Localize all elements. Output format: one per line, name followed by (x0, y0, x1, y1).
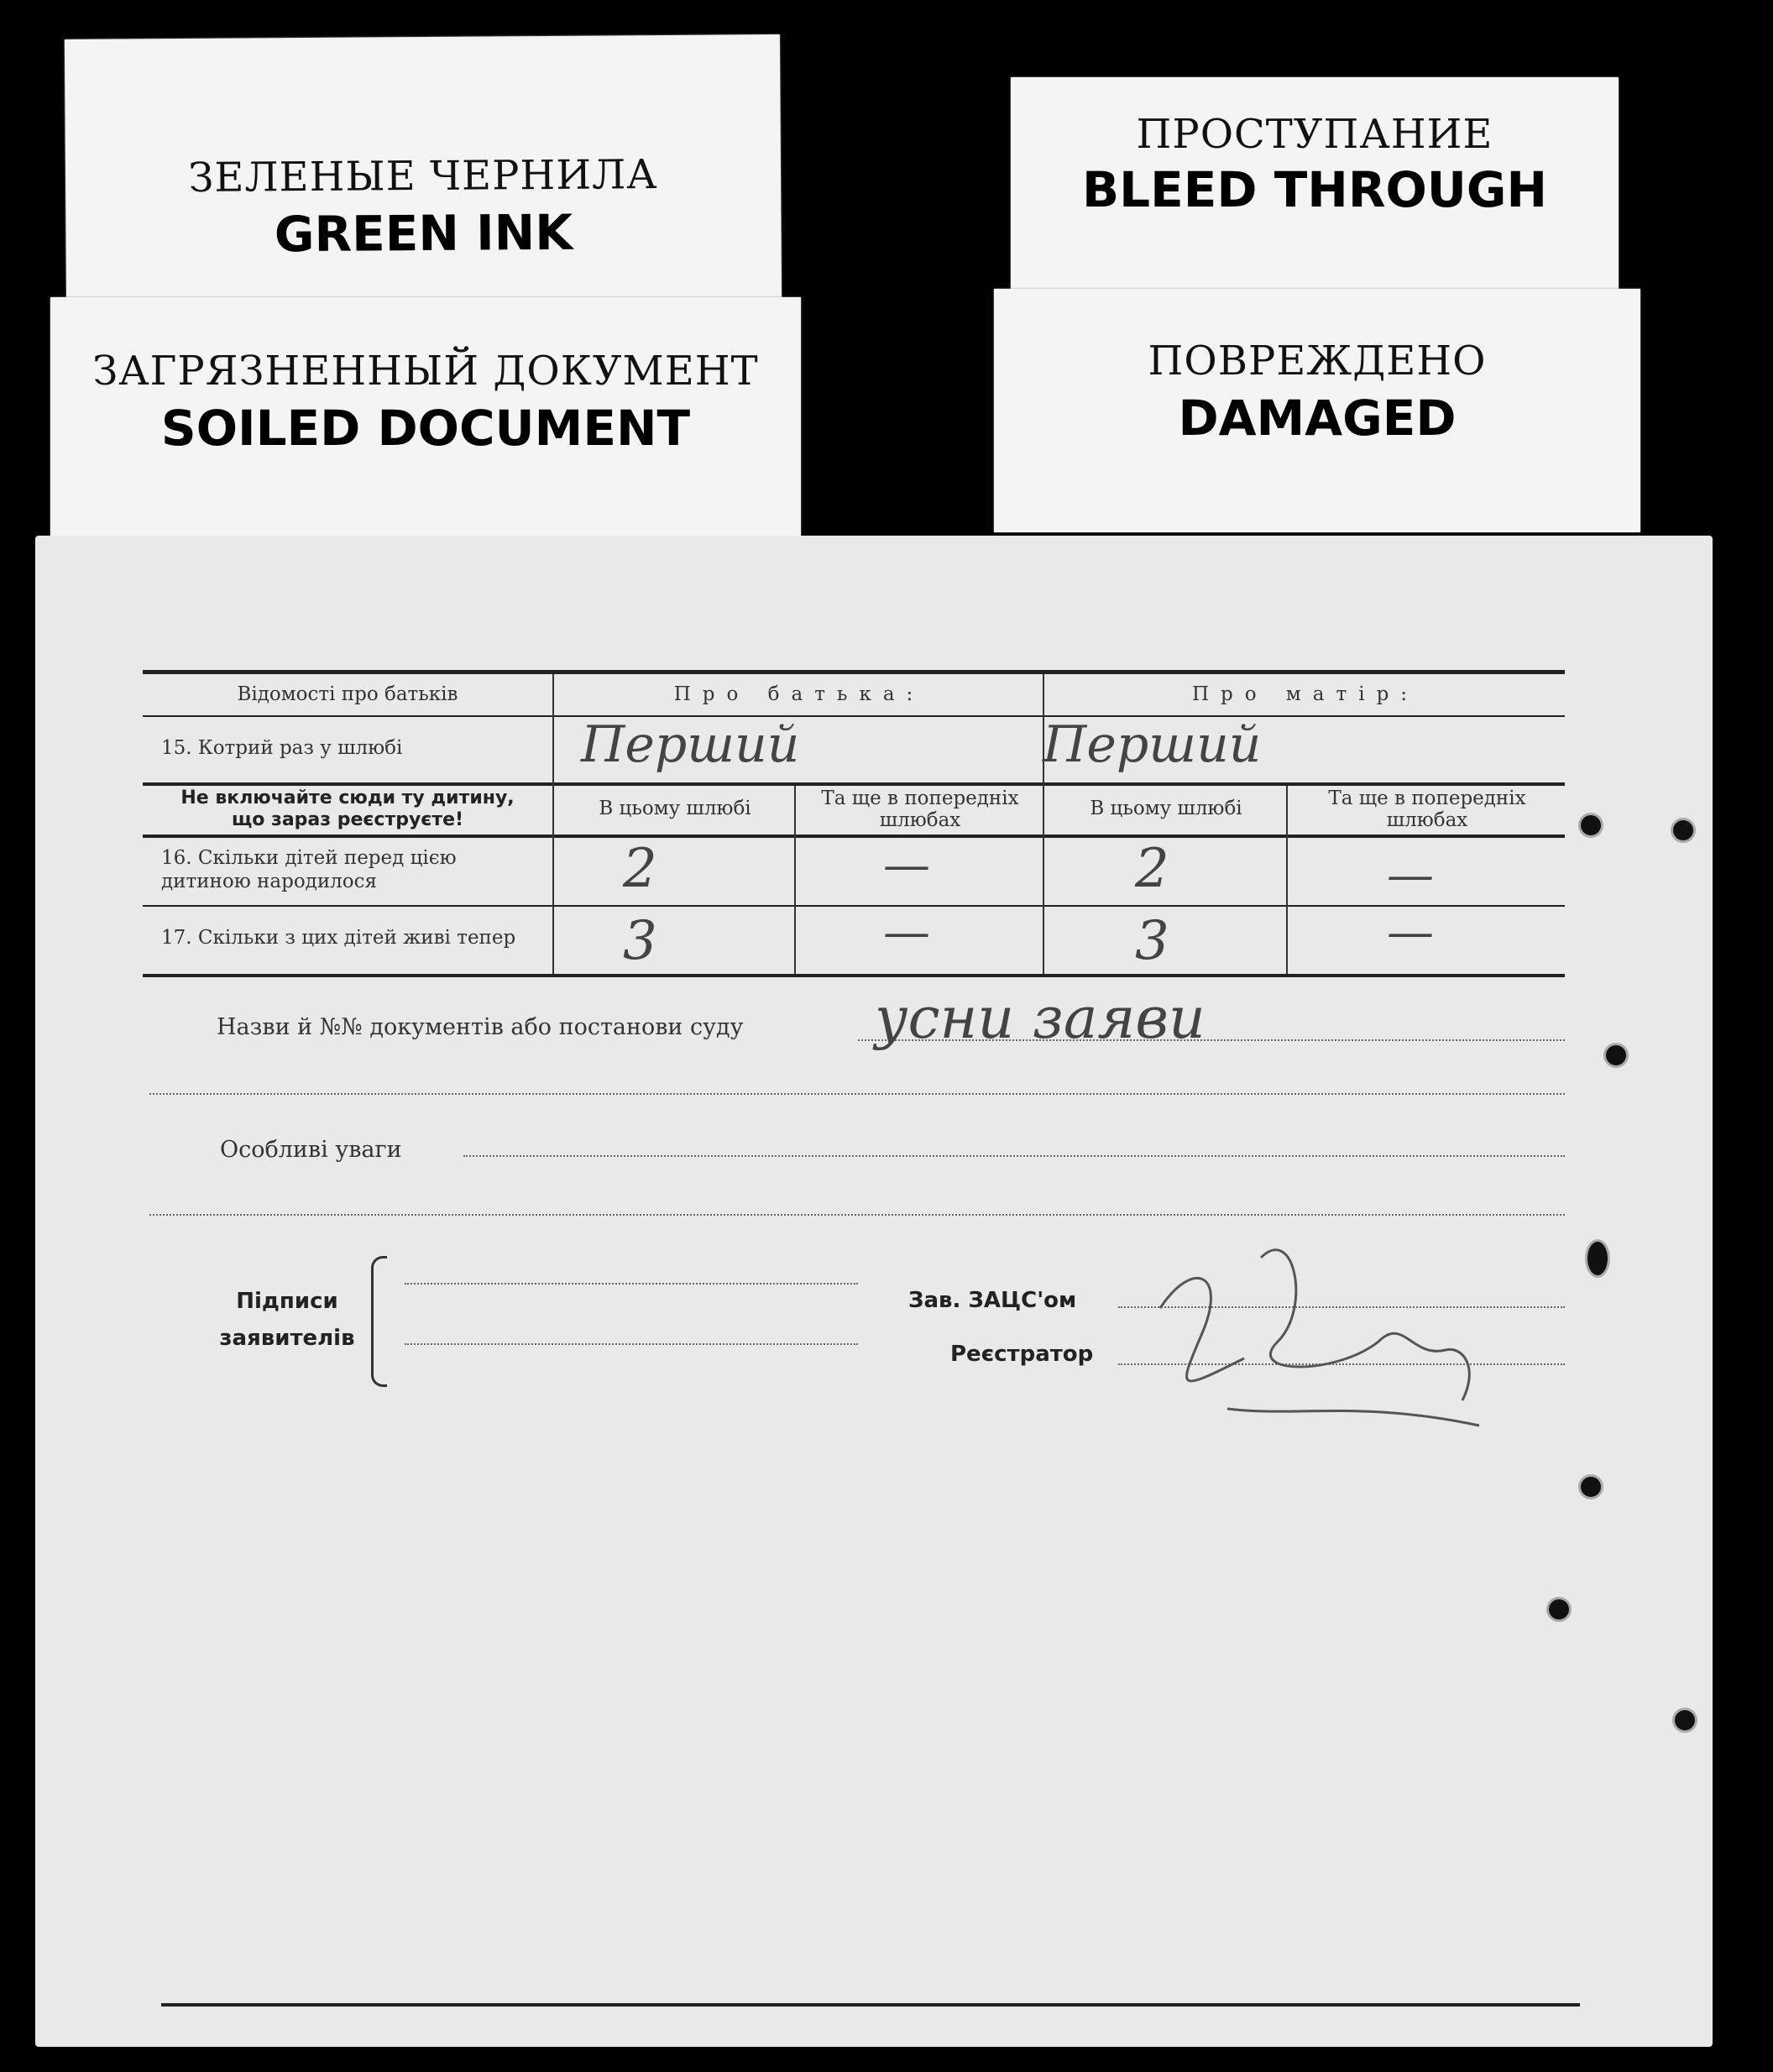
row16-label (161, 846, 531, 893)
table-rule (143, 715, 1565, 717)
exclude-child-note-line1: Не включайте сюди ту дитину, (180, 787, 515, 808)
green-ink-label-ru: ЗЕЛЕНЫЕ ЧЕРНИЛА (188, 151, 658, 201)
parents-info-header: Відомості про батьків (237, 683, 458, 705)
exclude-child-note (143, 787, 552, 831)
applicant-signature-line-1 (405, 1283, 858, 1285)
mother-this-marriage-header: В цьому шлюбі (1090, 798, 1242, 819)
table-bottom-rule (143, 974, 1565, 977)
damaged-label (994, 289, 1640, 532)
row15-mother-value: Перший (1043, 715, 1262, 774)
row17-mother-this: 3 (1135, 910, 1169, 972)
table-rule (143, 905, 1565, 907)
signatures-brace (371, 1256, 387, 1387)
green-ink-label (65, 34, 782, 310)
soiled-document-label (50, 297, 801, 549)
row17-father-prev: — (883, 905, 930, 960)
row15-father-value: Перший (581, 715, 800, 774)
bleed-through-label (1011, 77, 1619, 311)
signatures-label-line2: заявителів (219, 1326, 355, 1351)
binding-hole (1585, 1239, 1610, 1278)
registrar-label: Реєстратор (950, 1342, 1094, 1367)
row17-mother-prev: — (1387, 905, 1434, 960)
mother-prev-marriages-header (1289, 787, 1565, 831)
damaged-label-ru: ПОВРЕЖДЕНО (1148, 337, 1487, 385)
row16-label-line2: дитиною народилося (161, 871, 378, 892)
head-label: Зав. ЗАЦС'ом (908, 1288, 1077, 1313)
row17-label: 17. Скільки з цих дітей живі тепер (161, 927, 516, 949)
table-rule (143, 782, 1565, 786)
table-rule (143, 835, 1565, 838)
binding-hole (1603, 1043, 1629, 1068)
notes-dotted-line (463, 1155, 1565, 1157)
binding-hole (1671, 818, 1696, 843)
bleed-through-label-en: BLEED THROUGH (1081, 161, 1548, 218)
mother-prev-line1: Та ще в попередніх (1328, 787, 1526, 809)
row16-mother-this: 2 (1135, 838, 1169, 900)
documents-dotted-line-2 (149, 1093, 1565, 1095)
row16-label-line1: 16. Скільки дітей перед цією (161, 847, 457, 869)
documents-value: усни заяви (875, 986, 1206, 1052)
row16-father-this: 2 (623, 838, 657, 900)
table-top-rule (143, 670, 1565, 674)
exclude-child-note-line2: що зараз реєструєте! (231, 809, 464, 830)
bottom-rule (161, 2003, 1580, 2007)
signatures-label-line1: Підписи (236, 1289, 338, 1314)
father-this-marriage-header: В цьому шлюбі (599, 798, 751, 819)
father-prev-line1: Та ще в попередніх (821, 787, 1019, 809)
binding-hole (1578, 1474, 1603, 1499)
father-header: Про батька: (673, 683, 925, 705)
mother-prev-line2: шлюбах (1386, 809, 1468, 831)
applicant-signature-line-2 (405, 1343, 858, 1345)
binding-hole (1578, 813, 1603, 838)
signatures-label (203, 1283, 371, 1357)
binding-hole (1672, 1708, 1697, 1733)
damaged-label-en: DAMAGED (1178, 390, 1457, 447)
row17-father-this: 3 (623, 910, 657, 972)
document-sheet (35, 536, 1713, 2047)
registrar-signature (1127, 1207, 1530, 1459)
notes-label: Особливі уваги (220, 1137, 402, 1163)
row15-label: 15. Котрий раз у шлюбі (161, 737, 403, 759)
table-divider (1286, 786, 1288, 974)
father-prev-marriages-header (798, 787, 1043, 831)
father-prev-line2: шлюбах (879, 809, 961, 831)
row16-father-prev: — (883, 838, 930, 892)
green-ink-label-en: GREEN INK (274, 203, 573, 264)
table-divider (794, 786, 796, 974)
documents-label: Назви й №№ документів або постанови суду (217, 1014, 744, 1040)
soiled-document-label-ru: ЗАГРЯЗНЕННЫЙ ДОКУМЕНТ (92, 348, 759, 395)
row16-mother-prev: — (1387, 848, 1434, 903)
binding-hole (1546, 1597, 1572, 1622)
soiled-document-label-en: SOILED DOCUMENT (160, 400, 691, 457)
mother-header: Про матір: (1191, 683, 1420, 705)
bleed-through-label-ru: ПРОСТУПАНИЕ (1136, 111, 1493, 158)
